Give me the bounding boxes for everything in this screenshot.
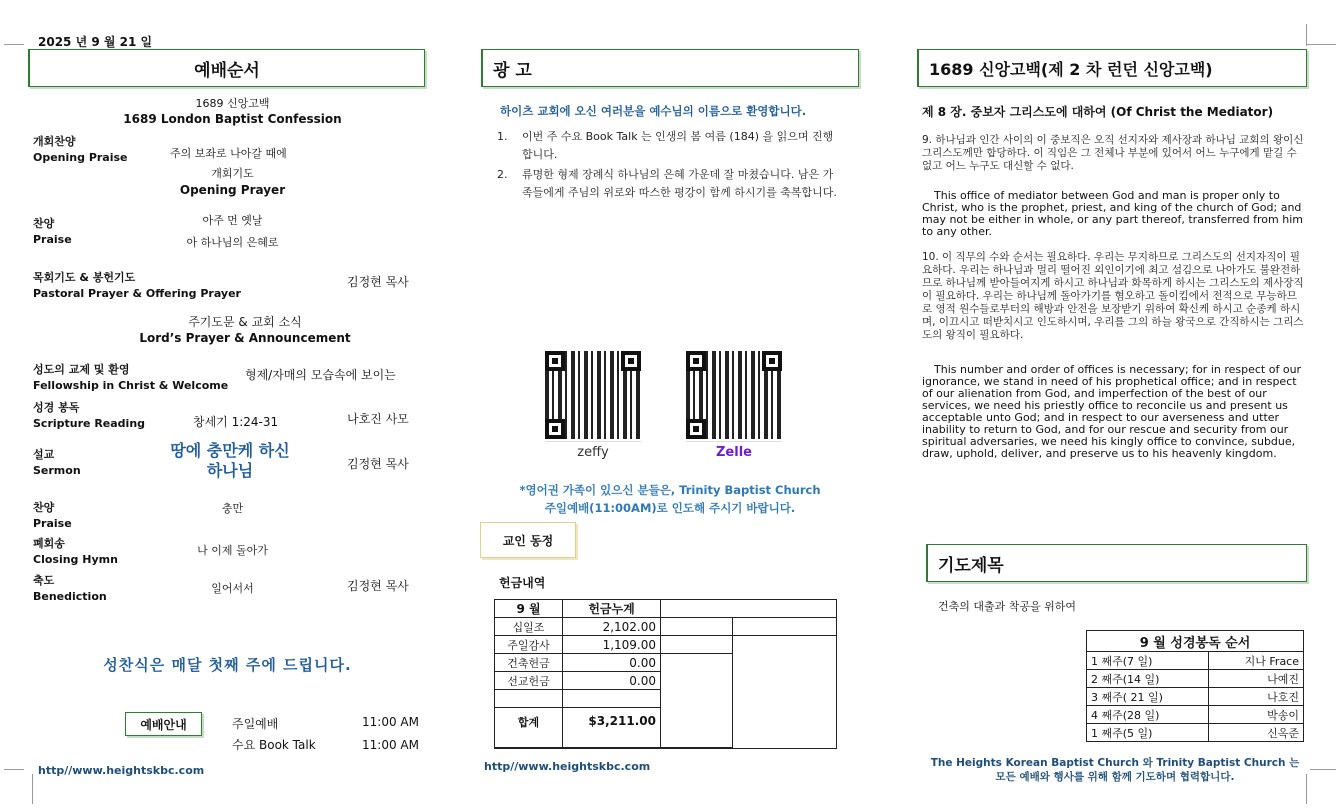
table-cell-empty <box>495 690 563 708</box>
crop-mark <box>4 769 24 770</box>
order-label <box>33 362 228 394</box>
paragraph-10-english: This number and order of offices is necessary; for in respect of our ignorance, we stand in need of his prophetical office; and in respect of our alienation from God, and imperfection of the best of our services, we need his priestly office to reconcile us and present us acceptable unto God; and in respect to our averseness and utter inability to return to God, and for our rescue and security from our spiritual adversaries, we need his kingly office to convince, subdue, draw, uphold, deliver, and preserve us to his heavenly kingdom. <box>922 363 1302 460</box>
confession-en: 1689 London Baptist Confession <box>123 112 342 126</box>
zeffy-label: zeffy <box>545 441 641 464</box>
order-label-en: Scripture Reading <box>33 417 146 430</box>
announcement-item <box>497 128 837 164</box>
order-label-en: Sermon <box>33 464 81 477</box>
members-news-label: 교인 동정 <box>502 533 554 548</box>
order-label-en: Benediction <box>33 590 107 603</box>
offering-total-label: 합계 <box>495 708 563 748</box>
order-label-en: Praise <box>33 517 72 530</box>
section-title: 광 고 <box>493 60 532 81</box>
notice-line: *영어권 가족이 있으신 분들은, Trinity Baptist Church <box>519 483 821 497</box>
offering-total-amount: $3,211.00 <box>563 708 661 748</box>
table-row <box>495 618 837 636</box>
announcement-item <box>497 166 837 202</box>
paragraph-10-korean: 10. 이 직무의 수와 순서는 필요하다. 우리는 무지하므로 그리스도의 선지자직이 필요하다. 우리는 하나님과 멀리 떨어진 외인이기에 최고 섬김으로 나아가도 불완전하므로 하나님께 받아들여지게 하시고 하나님과 화목하게 하시는 그리스도의 제사장직이 필요하다. 우리는 하나님께 돌아가기를 혐오하고 돌이킴에서 전적으로 무능하므로 영적 원수들로부터의 해방과 안전을 보장받기 위하여 확신케 하시고 순종케 하시며, 이끄시고 떠받치시고 인도하시며, 우리를 그의 하늘 왕국으로 간직하시는 그리스도의 왕직이 필요하다. <box>922 251 1304 341</box>
reading-week: 4 째주(28 일) <box>1087 706 1209 724</box>
section-header-worship-order <box>28 49 425 87</box>
zeffy-qr-code[interactable] <box>545 351 641 464</box>
section-title: 1689 신앙고백(제 2 차 런던 신앙고백) <box>929 59 1213 79</box>
table-cell-empty <box>661 618 733 636</box>
reading-week: 3 째주( 21 일) <box>1087 688 1209 706</box>
service-name: 수요 Book Talk <box>232 738 316 752</box>
offering-table <box>494 599 837 748</box>
table-row <box>495 636 837 654</box>
section-header-prayer <box>926 544 1307 582</box>
reader-name: 신옥준 <box>1208 724 1303 742</box>
announcement-number: 2. <box>497 168 508 181</box>
order-song: 형제/자매의 모습속에 보이는 <box>245 368 396 382</box>
crop-mark <box>1310 769 1336 770</box>
reader-name: 지나 Frace <box>1208 652 1303 670</box>
crop-mark <box>1306 24 1307 46</box>
order-item-title: 나 이제 돌아가 <box>197 544 268 557</box>
sermon-title-line: 땅에 충만케 하신 <box>170 441 290 460</box>
offering-title: 헌금내역 <box>499 576 546 590</box>
zelle-label: Zelle <box>686 441 782 464</box>
qr-finder <box>621 351 641 371</box>
order-label <box>33 447 81 479</box>
chapter-title: 제 8 장. 중보자 그리스도에 대하여 (Of Christ the Mediator) <box>922 105 1274 119</box>
section-title: 예배순서 <box>194 60 260 81</box>
reading-week: 1 째주(7 일) <box>1087 652 1209 670</box>
order-label <box>33 216 72 248</box>
order-item-title: 주의 보좌로 나아갈 때에 <box>170 147 287 160</box>
section-title: 기도제목 <box>938 555 1004 576</box>
order-label-ko: 축도 <box>33 574 55 587</box>
table-row <box>1087 670 1304 688</box>
order-label-ko: 설교 <box>33 448 55 461</box>
qr-finder <box>545 351 565 371</box>
table-border <box>734 617 837 618</box>
church-website-link[interactable]: http//www.heightskbc.com <box>38 764 205 777</box>
table-row <box>495 654 837 672</box>
crop-mark <box>4 44 24 45</box>
service-time: 11:00 AM <box>362 738 419 752</box>
section-header-announcements <box>481 49 859 87</box>
qr-finder <box>762 351 782 371</box>
offering-type: 주일감사 <box>495 636 563 654</box>
order-leader: 김정현 목사 <box>347 457 409 471</box>
order-item-title: 충만 <box>221 502 244 515</box>
table-row <box>1087 652 1304 670</box>
reader-name: 나호진 <box>1208 688 1303 706</box>
notice-line: 주일예배(11:00AM)로 인도해 주시기 바랍니다. <box>544 501 796 515</box>
order-label-ko: 성도의 교제 및 환영 <box>33 363 130 376</box>
reading-week: 2 째주(14 일) <box>1087 670 1209 688</box>
order-leader: 김정현 목사 <box>347 275 409 289</box>
communion-notice: 성찬식은 매달 첫째 주에 드립니다. <box>103 656 352 674</box>
order-label <box>33 400 145 432</box>
confession-ko: 1689 신앙고백 <box>195 97 270 110</box>
announcement-number: 1. <box>497 130 508 143</box>
table-header-row <box>495 600 837 618</box>
english-service-notice <box>490 481 850 517</box>
paragraph-9-korean: 9. 하나님과 인간 사이의 이 중보직은 오직 선지자와 제사장과 하나님 교회의 왕이신 그리스도께만 합당하다. 이 직임은 그 전체나 부분에 있어서 어느 누구에게 맡길 수 없고 어느 누구도 대신할 수 없다. <box>922 134 1304 172</box>
offering-amount: 2,102.00 <box>563 618 661 636</box>
announcement-text: 류명한 형제 장례식 하나님의 은혜 가운데 잘 마쳤습니다. 남은 가족들에게 주님의 위로와 따스한 평강이 함께 하시기를 축복합니다. <box>522 168 837 199</box>
order-label-ko: 찬양 <box>33 217 55 230</box>
order-label <box>33 270 241 302</box>
paragraph-9-english: This office of mediator between God and man is proper only to Christ, who is the prophet, priest, and king of the church of God; and may not be either in whole, or any part thereof, transferred from him to any other. <box>922 189 1303 238</box>
order-label <box>33 573 107 605</box>
footer-line: 모든 예배와 행사를 위해 함께 기도하며 협력합니다. <box>995 771 1235 783</box>
order-label <box>33 536 118 568</box>
table-cell-empty <box>661 654 733 748</box>
qr-finder <box>686 419 706 439</box>
offering-amount: 0.00 <box>563 672 661 690</box>
service-info-label: 예배안내 <box>140 717 187 732</box>
bible-reading-table <box>1086 630 1304 742</box>
welcome-message: 하이츠 교회에 오신 여러분을 예수님의 이름으로 환영합니다. <box>500 104 807 118</box>
offering-amount: 0.00 <box>563 654 661 672</box>
offering-amount: 1,109.00 <box>563 636 661 654</box>
zelle-qr-code[interactable] <box>686 351 782 464</box>
order-item-title-en: Lord’s Prayer & Announcement <box>139 331 351 345</box>
order-item-title: 아주 먼 옛날 <box>202 214 263 227</box>
order-label-ko: 찬양 <box>33 501 55 514</box>
table-border <box>494 748 837 749</box>
table-row <box>1087 706 1304 724</box>
table-cell-empty <box>733 654 837 748</box>
bible-reading-title: 9 월 성경봉독 순서 <box>1087 631 1304 652</box>
service-info-tab <box>125 712 202 736</box>
table-cell-empty <box>733 636 837 654</box>
church-website-link[interactable]: http//www.heightskbc.com <box>484 760 651 773</box>
scripture-reference: 창세기 1:24-31 <box>193 415 279 429</box>
service-name: 주일예배 <box>232 717 279 731</box>
opening-prayer <box>150 166 315 198</box>
table-cell-empty <box>661 600 837 618</box>
order-label-en: Pastoral Prayer & Offering Prayer <box>33 287 241 300</box>
order-leader: 김정현 목사 <box>347 579 409 593</box>
offering-type: 건축헌금 <box>495 654 563 672</box>
table-row <box>1087 724 1304 742</box>
table-cell-empty <box>563 690 661 708</box>
announcement-list <box>497 128 837 204</box>
table-cell-empty <box>661 636 733 654</box>
offering-type: 선교헌금 <box>495 672 563 690</box>
order-label <box>33 134 128 166</box>
table-border <box>836 599 837 749</box>
reading-week: 1 째주(5 일) <box>1087 724 1209 742</box>
crop-mark <box>1306 44 1336 45</box>
order-item-title: 아 하나님의 은혜로 <box>186 236 279 249</box>
order-item-title-ko: 주기도문 & 교회 소식 <box>188 315 302 329</box>
section-header-confession <box>917 49 1307 87</box>
reader-name: 나예진 <box>1208 670 1303 688</box>
announcement-text: 이번 주 수요 Book Talk 는 인생의 봄 여름 (184) 을 읽으며 진행합니다. <box>522 130 834 161</box>
footer-partnership <box>920 756 1310 784</box>
footer-line: The Heights Korean Baptist Church 와 Trinity Baptist Church 는 <box>930 757 1300 769</box>
prayer-item: 건축의 대출과 착공을 위하여 <box>938 600 1077 613</box>
table-header-month: 9 월 <box>495 600 563 618</box>
order-leader: 나호진 사모 <box>347 412 409 426</box>
order-label-en: Closing Hymn <box>33 553 118 566</box>
order-item-title: 일어서서 <box>211 582 254 595</box>
table-header-row <box>1087 631 1304 652</box>
lords-prayer <box>120 314 370 346</box>
offering-type: 십일조 <box>495 618 563 636</box>
sermon-title <box>140 441 320 481</box>
order-label-en: Opening Praise <box>33 151 128 164</box>
members-news-tab <box>480 522 576 558</box>
order-label-en: Praise <box>33 233 72 246</box>
order-label <box>33 500 72 532</box>
crop-mark <box>32 774 33 804</box>
order-label-ko: 개회찬양 <box>33 135 76 148</box>
order-item-title-ko: 개회기도 <box>211 167 254 180</box>
order-label-en: Fellowship in Christ & Welcome <box>33 379 229 392</box>
table-header-total: 헌금누계 <box>563 600 661 618</box>
confession-heading <box>90 97 375 127</box>
order-label-ko: 폐회송 <box>33 537 65 550</box>
qr-finder <box>545 419 565 439</box>
qr-finder <box>686 351 706 371</box>
order-label-ko: 목회기도 & 봉헌기도 <box>33 271 136 284</box>
order-label-ko: 성경 봉독 <box>33 401 80 414</box>
sermon-title-line: 하나님 <box>206 461 254 480</box>
table-cell-empty <box>733 618 837 636</box>
service-time: 11:00 AM <box>362 715 419 729</box>
table-row <box>1087 688 1304 706</box>
order-item-title-en: Opening Prayer <box>179 183 286 197</box>
bulletin-date: 2025 년 9 월 21 일 <box>38 35 153 49</box>
reader-name: 박송이 <box>1208 706 1303 724</box>
